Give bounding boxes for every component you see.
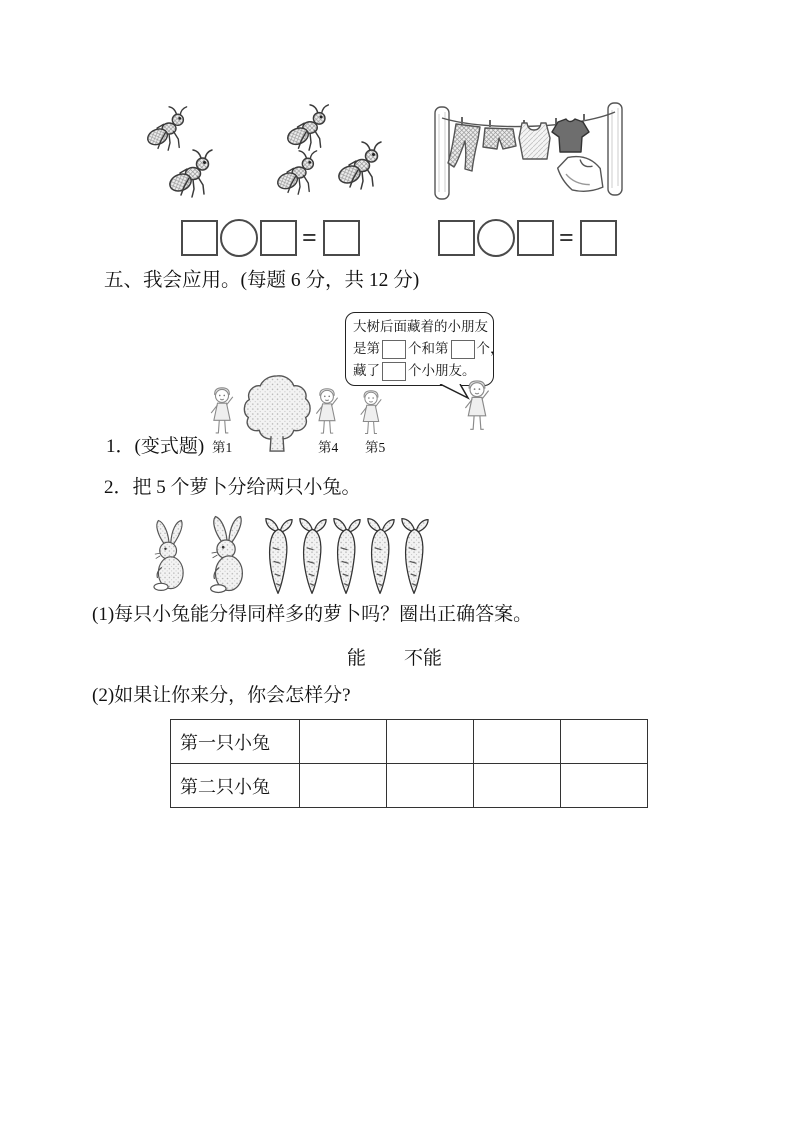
carrot-icon bbox=[398, 516, 431, 599]
carrot-icon bbox=[296, 516, 329, 599]
equation-box[interactable] bbox=[580, 220, 617, 256]
rabbit-icon bbox=[146, 516, 192, 594]
answer-cell[interactable] bbox=[387, 720, 474, 764]
clothesline-icon bbox=[428, 92, 643, 214]
answer-box[interactable] bbox=[451, 340, 475, 359]
equation-strip-ants bbox=[181, 219, 360, 257]
kid-icon bbox=[309, 387, 345, 442]
position-label-5: 第5 bbox=[365, 440, 386, 455]
answer-cell[interactable] bbox=[474, 764, 561, 808]
question2-label: 2．把 5 个萝卜分给两只小兔。 bbox=[104, 477, 361, 498]
bubble-text: 是第 bbox=[353, 341, 380, 356]
answer-cell[interactable] bbox=[561, 720, 648, 764]
bubble-text: 个， bbox=[476, 341, 504, 356]
section-heading: 五、我会应用。(每题 6 分，共 12 分) bbox=[104, 270, 420, 291]
equation-box[interactable] bbox=[323, 220, 360, 256]
table-row bbox=[171, 764, 648, 808]
position-label-4: 第4 bbox=[318, 440, 339, 455]
equals-sign: = bbox=[559, 223, 574, 252]
speech-bubble bbox=[345, 312, 504, 386]
question1-label: 1．(变式题) bbox=[106, 436, 205, 457]
bubble-text: 个和第 bbox=[408, 341, 449, 356]
bubble-text: 个小朋友。 bbox=[408, 363, 476, 378]
answer-cell[interactable] bbox=[561, 764, 648, 808]
equation-circle[interactable] bbox=[220, 219, 258, 257]
position-label-1: 第1 bbox=[212, 440, 233, 455]
ant-icon bbox=[168, 146, 220, 202]
question2-part2: (2)如果让你来分，你会怎样分? bbox=[92, 685, 351, 706]
table-row-header: 第一只小兔 bbox=[171, 720, 300, 764]
answer-cell[interactable] bbox=[300, 764, 387, 808]
bubble-text: 大树后面藏着的小朋友 bbox=[353, 319, 488, 334]
equation-box[interactable] bbox=[438, 220, 475, 256]
kid-icon bbox=[351, 389, 391, 442]
answer-box[interactable] bbox=[382, 340, 406, 359]
ant-icon bbox=[337, 139, 389, 193]
table-row-header: 第二只小兔 bbox=[171, 764, 300, 808]
table-row bbox=[171, 720, 648, 764]
equals-sign: = bbox=[302, 223, 317, 252]
equation-box[interactable] bbox=[260, 220, 297, 256]
rabbit-icon bbox=[202, 514, 252, 594]
bubble-text: 藏了 bbox=[353, 363, 380, 378]
choice-no[interactable]: 不能 bbox=[404, 648, 443, 669]
answer-cell[interactable] bbox=[387, 764, 474, 808]
equation-box[interactable] bbox=[181, 220, 218, 256]
answer-box[interactable] bbox=[382, 362, 406, 381]
kid-icon bbox=[455, 379, 499, 439]
tree-icon bbox=[241, 373, 313, 454]
equation-circle[interactable] bbox=[477, 219, 515, 257]
answer-cell[interactable] bbox=[474, 720, 561, 764]
ant-icon bbox=[276, 147, 324, 199]
carrot-icon bbox=[330, 516, 363, 599]
choice-yes[interactable]: 能 bbox=[347, 648, 367, 669]
kid-icon bbox=[206, 386, 238, 442]
answer-cell[interactable] bbox=[300, 720, 387, 764]
equation-box[interactable] bbox=[517, 220, 554, 256]
equation-strip-clothes bbox=[438, 219, 617, 257]
carrot-icon bbox=[364, 516, 397, 599]
question2-part1: (1)每只小兔能分得同样多的萝卜吗？圈出正确答案。 bbox=[92, 604, 533, 625]
carrot-icon bbox=[262, 516, 295, 599]
distribution-table bbox=[170, 719, 648, 808]
